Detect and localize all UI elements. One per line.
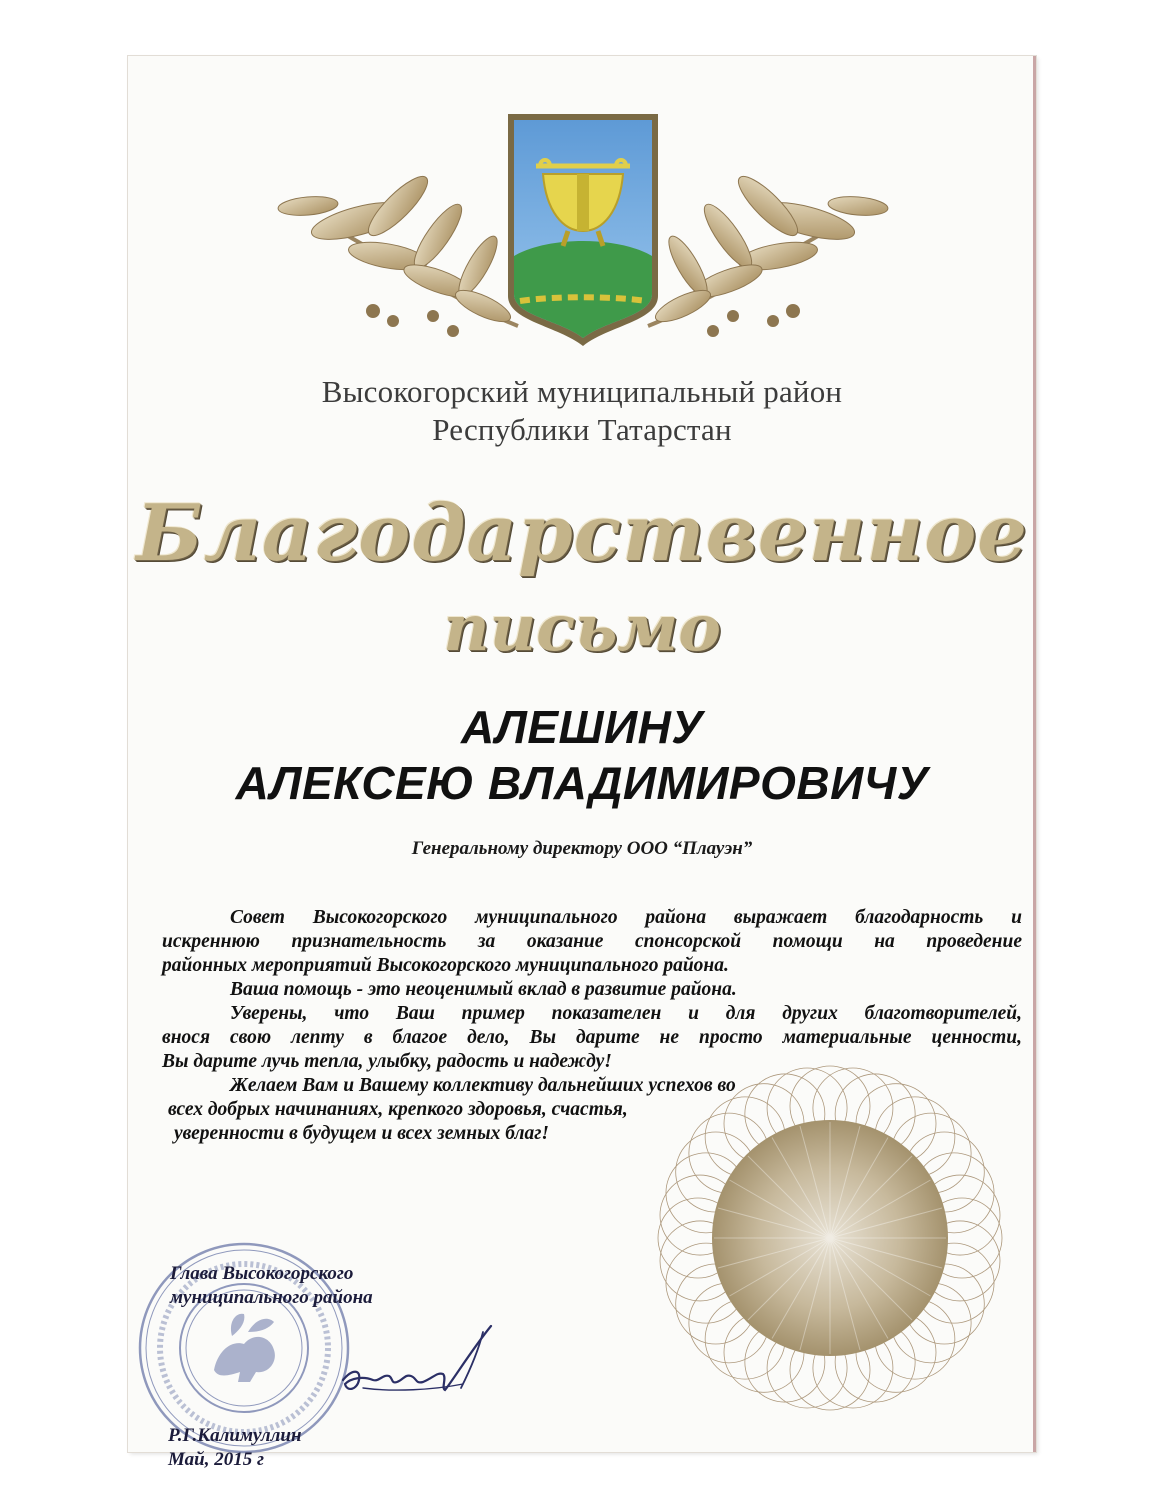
body-line: внося свою лепту в благое дело, Вы дарите не просто материальные ценности, (162, 1027, 1022, 1048)
document-title-line2: письмо (443, 591, 721, 666)
document-date: Май, 2015 г (168, 1449, 264, 1470)
signer-title (170, 1262, 373, 1310)
signer-block (168, 1424, 302, 1472)
region-name-line1: Высокогорский муниципальный район (321, 374, 843, 409)
sheet-edge (1033, 56, 1036, 1452)
document-title-line1: Благодарственное (136, 488, 1028, 579)
letter-body (162, 906, 1022, 1146)
coat-of-arms-cauldron-icon (268, 106, 898, 356)
signer-title-line2: муниципального района (170, 1287, 373, 1308)
signer-name: Р.Г.Калимуллин (168, 1425, 302, 1446)
recipient-first-patronymic: АЛЕКСЕЮ ВЛАДИМИРОВИЧУ (235, 757, 929, 809)
signer-title-line1: Глава Высокогорского (170, 1263, 354, 1284)
body-line: всех добрых начинаниях, крепкого здоровья, счастья, (168, 1099, 628, 1120)
body-line: Желаем Вам и Вашему коллективу дальнейших успехов во (230, 1075, 736, 1096)
body-line: Вы дарите лучь тепла, улыбку, радость и надежду! (162, 1051, 612, 1072)
body-line: районных мероприятий Высокогорского муниципального района. (162, 955, 729, 976)
certificate-sheet (128, 56, 1036, 1470)
recipient-surname: АЛЕШИНУ (460, 701, 704, 753)
body-line: Ваша помощь - это неоценимый вклад в развитие района. (230, 979, 737, 1000)
body-line: Совет Высокогорского муниципального района выражает благодарность и (230, 907, 1022, 928)
body-line: Уверены, что Ваш пример показателен и для других благотворителей, (230, 1003, 1022, 1024)
body-line: искреннюю признательность за оказание спонсорской помощи на проведение (162, 931, 1022, 952)
handwritten-signature (333, 1318, 503, 1408)
region-name-line2: Республики Татарстан (432, 412, 732, 447)
body-line: уверенности в будущем и всех земных благ! (174, 1123, 550, 1144)
recipient-position: Генеральному директору ООО “Плауэн” (411, 838, 753, 859)
